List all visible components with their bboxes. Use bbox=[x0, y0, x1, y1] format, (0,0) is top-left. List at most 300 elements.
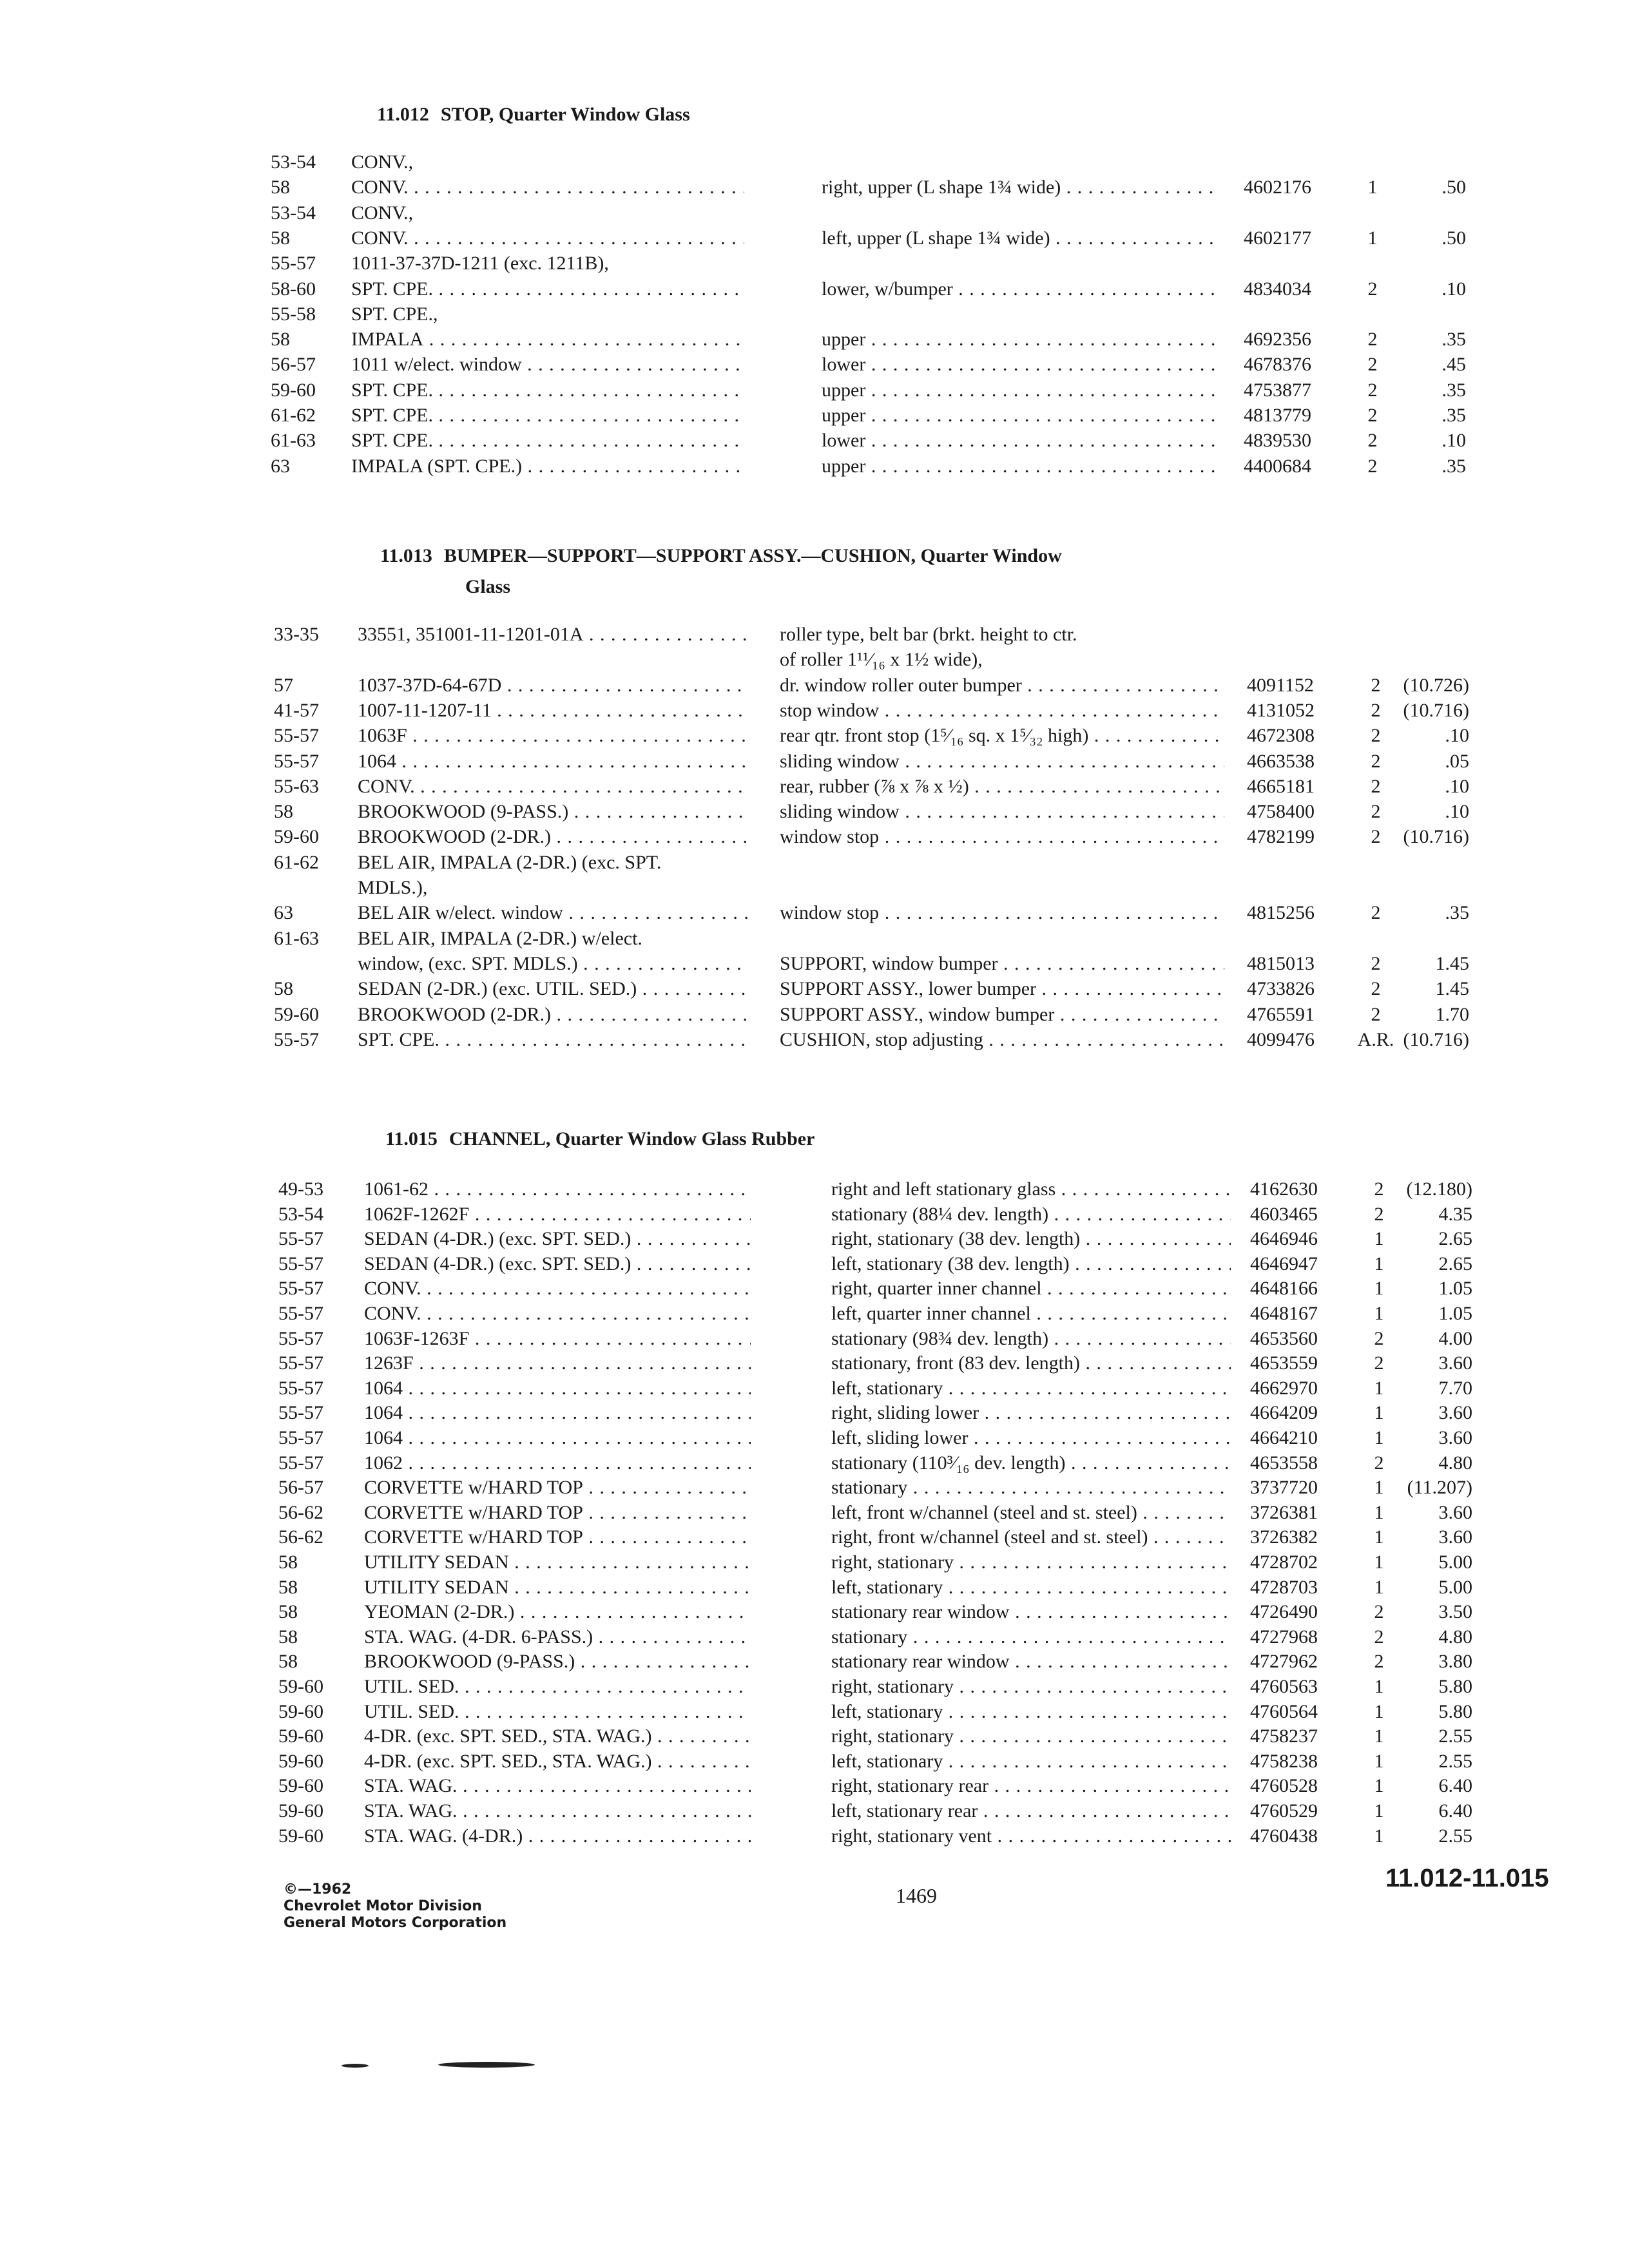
price-cell: .10 bbox=[1445, 801, 1469, 823]
description-cell: left, quarter inner channel . . . bbox=[831, 1301, 1231, 1327]
table-row bbox=[0, 1251, 1629, 1277]
quantity-cell: 2 bbox=[1367, 354, 1378, 376]
model-cell: CONV., bbox=[351, 151, 414, 173]
part-number-cell: 4648166 bbox=[1250, 1278, 1318, 1300]
model-cell: SPT. CPE. . . . bbox=[358, 1027, 747, 1053]
table-row bbox=[0, 276, 1629, 302]
year-cell: 55-58 bbox=[271, 303, 316, 325]
table-row bbox=[0, 1749, 1629, 1774]
table-row bbox=[0, 622, 1629, 648]
description-cell: of roller 1¹¹⁄₁₆ x 1½ wide), bbox=[780, 649, 983, 671]
price-cell: .35 bbox=[1445, 902, 1469, 924]
table-row bbox=[0, 1027, 1629, 1053]
quantity-cell: 2 bbox=[1374, 1352, 1384, 1374]
description-cell: stationary . . . bbox=[831, 1475, 1231, 1501]
scan-smudge bbox=[438, 2062, 535, 2068]
quantity-cell: 2 bbox=[1367, 278, 1378, 300]
quantity-cell: 2 bbox=[1374, 1626, 1384, 1648]
price-cell: .35 bbox=[1441, 455, 1466, 477]
part-number-cell: 4091152 bbox=[1247, 674, 1314, 696]
description-cell: left, stationary . . . bbox=[831, 1749, 1231, 1774]
part-number-cell: 4813779 bbox=[1244, 405, 1311, 426]
table-row bbox=[0, 200, 1629, 226]
description-cell: lower . . . bbox=[822, 352, 1218, 378]
table-row bbox=[0, 976, 1629, 1002]
table-row bbox=[0, 1450, 1629, 1476]
model-cell: CORVETTE w/HARD TOP . . . bbox=[364, 1524, 751, 1550]
part-number-cell: 4162630 bbox=[1250, 1178, 1318, 1200]
model-cell: UTIL. SED. . . . bbox=[364, 1674, 751, 1700]
part-number-cell: 3726381 bbox=[1250, 1501, 1318, 1523]
part-number-cell: 4664209 bbox=[1250, 1402, 1318, 1424]
model-cell: SEDAN (4-DR.) (exc. SPT. SED.) . . . bbox=[364, 1251, 751, 1277]
table-row bbox=[0, 647, 1629, 673]
price-cell: 2.55 bbox=[1438, 1750, 1472, 1772]
model-cell: CONV. . . . bbox=[358, 774, 747, 800]
price-cell: 5.80 bbox=[1438, 1676, 1472, 1697]
model-cell: BROOKWOOD (9-PASS.) . . . bbox=[364, 1649, 751, 1675]
table-row bbox=[0, 454, 1629, 479]
model-cell: UTIL. SED. . . . bbox=[364, 1699, 751, 1725]
year-cell: 56-62 bbox=[278, 1501, 323, 1523]
part-number-cell: 4653558 bbox=[1250, 1452, 1318, 1474]
description-cell: SUPPORT ASSY., window bumper . . . bbox=[780, 1002, 1224, 1028]
year-cell: 58 bbox=[274, 801, 293, 823]
quantity-cell: 2 bbox=[1371, 775, 1381, 797]
quantity-cell: 1 bbox=[1374, 1501, 1384, 1523]
part-number-cell: 4646946 bbox=[1250, 1228, 1318, 1250]
year-cell: 58 bbox=[278, 1651, 298, 1673]
description-cell: upper . . . bbox=[822, 403, 1218, 428]
table-row bbox=[0, 1599, 1629, 1625]
part-number-cell: 4099476 bbox=[1247, 1028, 1315, 1050]
copyright-line: ©—1962 bbox=[284, 1881, 352, 1898]
quantity-cell: 2 bbox=[1371, 978, 1381, 1000]
table-row bbox=[0, 1202, 1629, 1227]
table-row bbox=[0, 1624, 1629, 1650]
description-cell: sliding window . . . bbox=[780, 749, 1224, 774]
price-cell: .35 bbox=[1441, 379, 1466, 401]
price-cell: 2.55 bbox=[1438, 1725, 1472, 1747]
year-cell: 53-54 bbox=[271, 151, 316, 173]
model-cell: SPT. CPE. . . . bbox=[351, 403, 744, 428]
quantity-cell: 2 bbox=[1371, 1003, 1381, 1025]
model-cell: 1007-11-1207-11 . . . bbox=[358, 698, 747, 724]
quantity-cell: 2 bbox=[1374, 1327, 1384, 1349]
price-cell: 1.05 bbox=[1438, 1303, 1472, 1324]
price-cell: 5.00 bbox=[1438, 1576, 1472, 1598]
description-cell: left, stationary . . . bbox=[831, 1376, 1231, 1401]
year-cell: 53-54 bbox=[278, 1203, 323, 1225]
model-cell: 1062F-1262F . . . bbox=[364, 1202, 751, 1227]
description-cell: left, sliding lower . . . bbox=[831, 1425, 1231, 1451]
description-cell: left, stationary . . . bbox=[831, 1699, 1231, 1725]
table-row bbox=[0, 1400, 1629, 1426]
year-cell: 55-57 bbox=[278, 1327, 323, 1349]
description-cell: CUSHION, stop adjusting . . . bbox=[780, 1027, 1224, 1053]
year-cell: 55-57 bbox=[278, 1253, 323, 1274]
table-row bbox=[0, 403, 1629, 428]
quantity-cell: 1 bbox=[1374, 1228, 1384, 1250]
quantity-cell: 2 bbox=[1374, 1178, 1384, 1200]
quantity-cell: 2 bbox=[1371, 750, 1381, 772]
year-cell: 58 bbox=[271, 329, 290, 351]
page-section-range: 11.012-11.015 bbox=[1385, 1864, 1549, 1892]
model-cell: IMPALA . . . bbox=[351, 327, 744, 352]
part-number-cell: 4727962 bbox=[1250, 1651, 1318, 1673]
year-cell: 59-60 bbox=[278, 1800, 323, 1821]
description-cell: left, front w/channel (steel and st. steel) . . . bbox=[831, 1500, 1231, 1526]
part-number-cell: 4733826 bbox=[1247, 978, 1315, 1000]
year-cell: 55-57 bbox=[274, 1028, 319, 1050]
table-row bbox=[0, 850, 1629, 876]
description-cell: left, stationary rear . . . bbox=[831, 1798, 1231, 1824]
table-row bbox=[0, 1674, 1629, 1700]
description-cell: rear qtr. front stop (1⁵⁄₁₆ sq. x 1⁵⁄₃₂ high) . . . bbox=[780, 723, 1224, 749]
quantity-cell: 2 bbox=[1374, 1452, 1384, 1474]
model-cell: STA. WAG. (4-DR.) . . . bbox=[364, 1823, 751, 1849]
description-cell: stationary (110³⁄₁₆ dev. length) . . . bbox=[831, 1450, 1231, 1476]
table-row bbox=[0, 1425, 1629, 1451]
price-cell: 3.80 bbox=[1438, 1651, 1472, 1673]
table-row bbox=[0, 698, 1629, 724]
year-cell: 55-57 bbox=[278, 1278, 323, 1300]
model-cell: IMPALA (SPT. CPE.) . . . bbox=[351, 454, 744, 479]
year-cell: 58 bbox=[278, 1626, 298, 1648]
model-cell: BEL AIR, IMPALA (2-DR.) (exc. SPT. bbox=[358, 851, 662, 873]
price-cell: 3.50 bbox=[1438, 1601, 1472, 1623]
part-number-cell: 4727968 bbox=[1250, 1626, 1318, 1648]
model-cell: 1064 . . . bbox=[358, 749, 747, 774]
section-heading-cont: Glass bbox=[465, 576, 511, 597]
price-cell: (11.207) bbox=[1407, 1477, 1472, 1499]
part-number-cell: 4664210 bbox=[1250, 1427, 1318, 1448]
table-row bbox=[0, 1475, 1629, 1501]
section-title-11-012 bbox=[377, 100, 1279, 130]
table-row bbox=[0, 749, 1629, 774]
quantity-cell: 1 bbox=[1374, 1576, 1384, 1598]
description-cell: stationary, front (83 dev. length) . . . bbox=[831, 1350, 1231, 1376]
year-cell: 33-35 bbox=[274, 624, 319, 645]
year-cell: 55-57 bbox=[278, 1427, 323, 1448]
price-cell: 3.60 bbox=[1438, 1526, 1472, 1548]
part-number-cell: 4602177 bbox=[1244, 227, 1311, 249]
part-number-cell: 4765591 bbox=[1247, 1003, 1315, 1025]
table-row bbox=[0, 875, 1629, 901]
price-cell: .50 bbox=[1441, 227, 1466, 249]
description-cell: right, front w/channel (steel and st. steel) . . . bbox=[831, 1524, 1231, 1550]
year-cell: 58 bbox=[278, 1601, 298, 1623]
year-cell: 55-57 bbox=[278, 1452, 323, 1474]
part-number-cell: 4839530 bbox=[1244, 430, 1311, 452]
quantity-cell: 1 bbox=[1374, 1700, 1384, 1722]
quantity-cell: 1 bbox=[1374, 1800, 1384, 1821]
quantity-cell: 2 bbox=[1371, 902, 1381, 924]
model-cell: 1064 . . . bbox=[364, 1376, 751, 1401]
year-cell: 58 bbox=[274, 978, 293, 1000]
quantity-cell: 1 bbox=[1374, 1552, 1384, 1573]
year-cell: 58 bbox=[278, 1576, 298, 1598]
description-cell: stationary rear window . . . bbox=[831, 1649, 1231, 1675]
year-cell: 58 bbox=[278, 1552, 298, 1573]
description-cell: right, stationary rear . . . bbox=[831, 1773, 1231, 1799]
year-cell: 59-60 bbox=[278, 1750, 323, 1772]
price-cell: 7.70 bbox=[1438, 1377, 1472, 1399]
year-cell: 55-57 bbox=[278, 1228, 323, 1250]
section-number: 11.015 bbox=[385, 1128, 438, 1149]
table-row bbox=[0, 1524, 1629, 1550]
year-cell: 59-60 bbox=[278, 1700, 323, 1722]
section-title-11-013 bbox=[380, 541, 1282, 571]
model-cell: STA. WAG. . . . bbox=[364, 1798, 751, 1824]
model-cell: MDLS.), bbox=[358, 877, 428, 898]
table-row bbox=[0, 1376, 1629, 1401]
section-heading: CHANNEL, Quarter Window Glass Rubber bbox=[448, 1128, 815, 1149]
description-cell: right, stationary . . . bbox=[831, 1550, 1231, 1575]
part-number-cell: 4834034 bbox=[1244, 278, 1311, 300]
description-cell: SUPPORT, window bumper . . . bbox=[780, 951, 1224, 977]
model-cell: BEL AIR, IMPALA (2-DR.) w/elect. bbox=[358, 927, 642, 949]
description-cell: left, upper (L shape 1¾ wide) . . . bbox=[822, 226, 1218, 251]
price-cell: 1.45 bbox=[1435, 952, 1469, 974]
quantity-cell: 2 bbox=[1374, 1203, 1384, 1225]
model-cell: 1063F . . . bbox=[358, 723, 747, 749]
price-cell: 4.00 bbox=[1438, 1327, 1472, 1349]
price-cell: 2.55 bbox=[1438, 1825, 1472, 1847]
quantity-cell: 1 bbox=[1374, 1377, 1384, 1399]
section-heading: BUMPER—SUPPORT—SUPPORT ASSY.—CUSHION, Quarter Window bbox=[443, 545, 1062, 566]
price-cell: .45 bbox=[1441, 354, 1466, 376]
part-number-cell: 4648167 bbox=[1250, 1303, 1318, 1324]
part-number-cell: 3726382 bbox=[1250, 1526, 1318, 1548]
table-row bbox=[0, 1276, 1629, 1302]
model-cell: 1061-62 . . . bbox=[364, 1177, 751, 1202]
price-cell: 1.45 bbox=[1435, 978, 1469, 1000]
part-number-cell: 4815256 bbox=[1247, 902, 1315, 924]
description-cell: window stop . . . bbox=[780, 900, 1224, 926]
year-cell: 59-60 bbox=[278, 1775, 323, 1797]
year-cell: 55-57 bbox=[278, 1377, 323, 1399]
description-cell: lower . . . bbox=[822, 428, 1218, 454]
table-row bbox=[0, 673, 1629, 698]
price-cell: 1.05 bbox=[1438, 1278, 1472, 1300]
year-cell: 41-57 bbox=[274, 699, 319, 721]
description-cell: window stop . . . bbox=[780, 824, 1224, 850]
description-cell: stationary (98¾ dev. length) . . . bbox=[831, 1326, 1231, 1352]
price-cell: .10 bbox=[1441, 430, 1466, 452]
part-number-cell: 4728703 bbox=[1250, 1576, 1318, 1598]
model-cell: 1037-37D-64-67D . . . bbox=[358, 673, 747, 698]
model-cell: CONV. . . . bbox=[364, 1276, 751, 1302]
price-cell: 3.60 bbox=[1438, 1402, 1472, 1424]
part-number-cell: 4663538 bbox=[1247, 750, 1315, 772]
description-cell: right, sliding lower . . . bbox=[831, 1400, 1231, 1426]
part-number-cell: 4603465 bbox=[1250, 1203, 1318, 1225]
year-cell: 55-57 bbox=[271, 253, 316, 274]
model-cell: SPT. CPE. . . . bbox=[351, 428, 744, 454]
description-cell: stationary (88¼ dev. length) . . . bbox=[831, 1202, 1231, 1227]
table-row bbox=[0, 1002, 1629, 1028]
model-cell: STA. WAG. (4-DR. 6-PASS.) . . . bbox=[364, 1624, 751, 1650]
price-cell: 3.60 bbox=[1438, 1352, 1472, 1374]
part-number-cell: 4760563 bbox=[1250, 1676, 1318, 1697]
quantity-cell: 1 bbox=[1374, 1526, 1384, 1548]
part-number-cell: 4653559 bbox=[1250, 1352, 1318, 1374]
part-number-cell: 4646947 bbox=[1250, 1253, 1318, 1274]
year-cell: 58-60 bbox=[271, 278, 316, 300]
model-cell: SPT. CPE. . . . bbox=[351, 378, 744, 403]
table-row bbox=[0, 1350, 1629, 1376]
price-cell: .10 bbox=[1445, 725, 1469, 747]
table-row bbox=[0, 251, 1629, 276]
description-cell: upper . . . bbox=[822, 454, 1218, 479]
table-row bbox=[0, 1500, 1629, 1526]
year-cell: 58 bbox=[271, 177, 290, 198]
model-cell: 1011 w/elect. window . . . bbox=[351, 352, 744, 378]
price-cell: 4.80 bbox=[1438, 1626, 1472, 1648]
description-cell: right, stationary . . . bbox=[831, 1724, 1231, 1749]
year-cell: 59-60 bbox=[271, 379, 316, 401]
price-cell: 4.80 bbox=[1438, 1452, 1472, 1474]
part-number-cell: 4672308 bbox=[1247, 725, 1315, 747]
model-cell: BEL AIR w/elect. window . . . bbox=[358, 900, 747, 926]
part-number-cell: 4760564 bbox=[1250, 1700, 1318, 1722]
model-cell: CONV., bbox=[351, 202, 414, 224]
model-cell: UTILITY SEDAN . . . bbox=[364, 1550, 751, 1575]
quantity-cell: 2 bbox=[1374, 1651, 1384, 1673]
model-cell: SPT. CPE. . . . bbox=[351, 276, 744, 302]
price-cell: 5.80 bbox=[1438, 1700, 1472, 1722]
table-row bbox=[0, 824, 1629, 850]
table-row bbox=[0, 1550, 1629, 1575]
quantity-cell: 1 bbox=[1374, 1303, 1384, 1324]
quantity-cell: 1 bbox=[1374, 1253, 1384, 1274]
description-cell: SUPPORT ASSY., lower bumper . . . bbox=[780, 976, 1224, 1002]
quantity-cell: 2 bbox=[1367, 329, 1378, 351]
part-number-cell: 4662970 bbox=[1250, 1377, 1318, 1399]
price-cell: 3.60 bbox=[1438, 1501, 1472, 1523]
quantity-cell: 2 bbox=[1374, 1601, 1384, 1623]
corporation-line: General Motors Corporation bbox=[284, 1915, 507, 1931]
description-cell: right and left stationary glass . . . bbox=[831, 1177, 1231, 1202]
year-cell: 58 bbox=[271, 227, 290, 249]
description-cell: right, stationary . . . bbox=[831, 1674, 1231, 1700]
model-cell: SEDAN (2-DR.) (exc. UTIL. SED.) . . . bbox=[358, 976, 747, 1002]
table-row bbox=[0, 1798, 1629, 1824]
table-row bbox=[0, 926, 1629, 952]
table-row bbox=[0, 1649, 1629, 1675]
year-cell: 59-60 bbox=[274, 1003, 319, 1025]
price-cell: .10 bbox=[1445, 775, 1469, 797]
description-cell: left, stationary (38 dev. length) . . . bbox=[831, 1251, 1231, 1277]
part-number-cell: 4760529 bbox=[1250, 1800, 1318, 1821]
model-cell: BROOKWOOD (9-PASS.) . . . bbox=[358, 799, 747, 825]
section-title-11-015 bbox=[385, 1124, 1287, 1154]
price-cell: .35 bbox=[1441, 329, 1466, 351]
table-row bbox=[0, 1326, 1629, 1352]
section-heading: STOP, Quarter Window Glass bbox=[440, 104, 690, 125]
year-cell: 49-53 bbox=[278, 1178, 323, 1200]
table-row bbox=[0, 1177, 1629, 1202]
part-number-cell: 4400684 bbox=[1244, 455, 1311, 477]
quantity-cell: 2 bbox=[1371, 674, 1381, 696]
table-row bbox=[0, 378, 1629, 403]
part-number-cell: 4758400 bbox=[1247, 801, 1315, 823]
price-cell: .50 bbox=[1441, 177, 1466, 198]
price-cell: 6.40 bbox=[1438, 1800, 1472, 1821]
year-cell: 59-60 bbox=[274, 826, 319, 848]
quantity-cell: 2 bbox=[1371, 952, 1381, 974]
division-line: Chevrolet Motor Division bbox=[284, 1898, 482, 1914]
price-cell: 2.65 bbox=[1438, 1253, 1472, 1274]
part-number-cell: 4692356 bbox=[1244, 329, 1311, 351]
year-cell: 55-57 bbox=[278, 1352, 323, 1374]
year-cell: 55-57 bbox=[274, 750, 319, 772]
table-row bbox=[0, 175, 1629, 200]
section-number: 11.012 bbox=[377, 104, 429, 125]
part-number-cell: 4758237 bbox=[1250, 1725, 1318, 1747]
table-row bbox=[0, 327, 1629, 352]
price-cell: .05 bbox=[1445, 750, 1469, 772]
quantity-cell: 1 bbox=[1374, 1676, 1384, 1697]
model-cell: 1062 . . . bbox=[364, 1450, 751, 1476]
quantity-cell: 2 bbox=[1371, 699, 1381, 721]
part-number-cell: 4815013 bbox=[1247, 952, 1315, 974]
year-cell: 61-63 bbox=[271, 430, 316, 452]
price-cell: 1.70 bbox=[1435, 1003, 1469, 1025]
year-cell: 61-63 bbox=[274, 927, 319, 949]
part-number-cell: 4678376 bbox=[1244, 354, 1311, 376]
description-cell: stationary . . . bbox=[831, 1624, 1231, 1650]
scan-smudge bbox=[342, 2064, 369, 2068]
table-row bbox=[0, 723, 1629, 749]
part-number-cell: 3737720 bbox=[1250, 1477, 1318, 1499]
model-cell: 4-DR. (exc. SPT. SED., STA. WAG.) . . . bbox=[364, 1724, 751, 1749]
price-cell: 4.35 bbox=[1438, 1203, 1472, 1225]
price-cell: 6.40 bbox=[1438, 1775, 1472, 1797]
quantity-cell: 1 bbox=[1367, 177, 1378, 198]
description-cell: upper . . . bbox=[822, 378, 1218, 403]
price-cell: (12.180) bbox=[1406, 1178, 1472, 1200]
price-cell: (10.716) bbox=[1403, 699, 1469, 721]
price-cell: (10.716) bbox=[1403, 1028, 1469, 1050]
quantity-cell: 1 bbox=[1374, 1402, 1384, 1424]
price-cell: (10.716) bbox=[1403, 826, 1469, 848]
model-cell: SEDAN (4-DR.) (exc. SPT. SED.) . . . bbox=[364, 1226, 751, 1252]
part-number-cell: 4653560 bbox=[1250, 1327, 1318, 1349]
price-cell: .35 bbox=[1441, 405, 1466, 426]
year-cell: 57 bbox=[274, 674, 293, 696]
quantity-cell: 2 bbox=[1367, 379, 1378, 401]
description-cell: right, stationary (38 dev. length) . . . bbox=[831, 1226, 1231, 1252]
quantity-cell: 1 bbox=[1374, 1427, 1384, 1448]
quantity-cell: 2 bbox=[1367, 430, 1378, 452]
quantity-cell: 1 bbox=[1374, 1775, 1384, 1797]
section-title-11-013-cont bbox=[465, 572, 1367, 602]
year-cell: 56-57 bbox=[278, 1477, 323, 1499]
year-cell: 55-57 bbox=[274, 725, 319, 747]
description-cell: roller type, belt bar (brkt. height to ctr. bbox=[780, 624, 1077, 645]
model-cell: 1064 . . . bbox=[364, 1400, 751, 1426]
part-number-cell: 4760438 bbox=[1250, 1825, 1318, 1847]
section-number: 11.013 bbox=[380, 545, 432, 566]
page-number: 1469 bbox=[896, 1884, 937, 1907]
part-number-cell: 4728702 bbox=[1250, 1552, 1318, 1573]
model-cell: 1064 . . . bbox=[364, 1425, 751, 1451]
quantity-cell: 2 bbox=[1367, 405, 1378, 426]
year-cell: 59-60 bbox=[278, 1825, 323, 1847]
table-row bbox=[0, 1301, 1629, 1327]
